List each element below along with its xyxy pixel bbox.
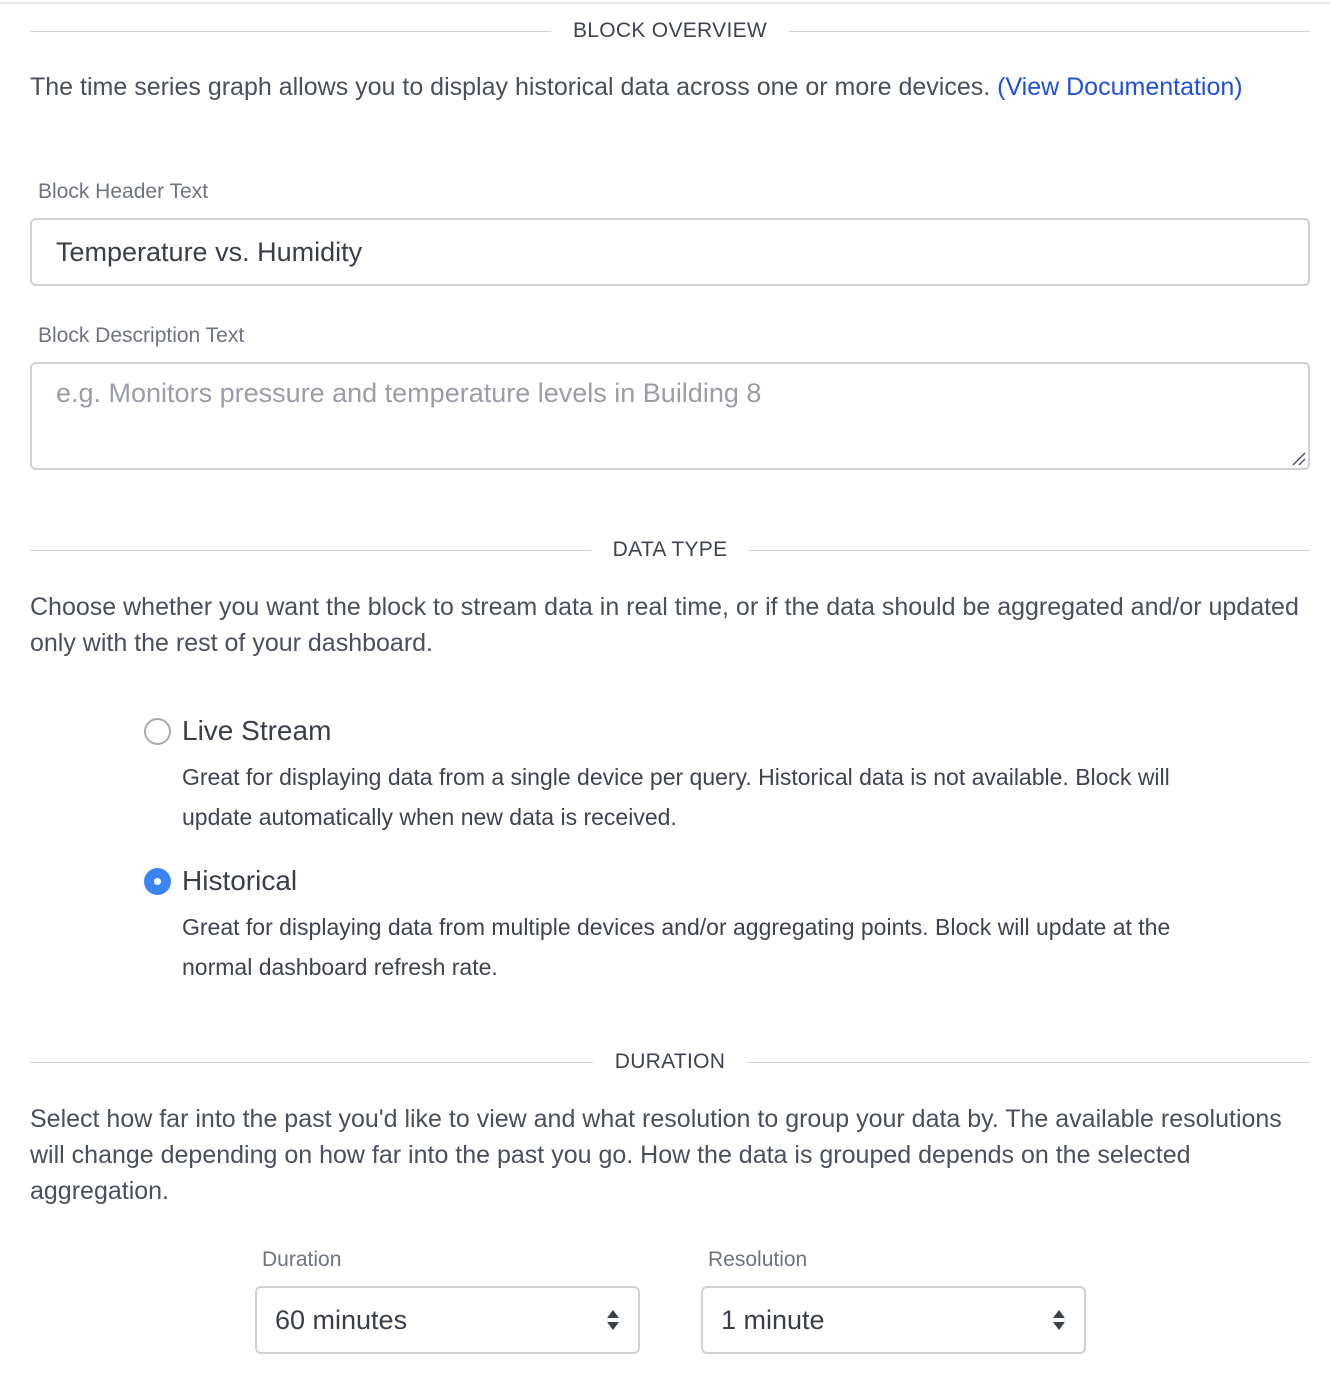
resize-grip-icon[interactable] bbox=[1290, 450, 1306, 466]
radio-historical[interactable] bbox=[144, 868, 171, 895]
duration-selected-value: 60 minutes bbox=[275, 1304, 408, 1335]
select-arrows-icon bbox=[1052, 1306, 1066, 1334]
section-title-overview: BLOCK OVERVIEW bbox=[572, 19, 768, 42]
resolution-select[interactable] bbox=[701, 1286, 1086, 1354]
block-header-input[interactable] bbox=[30, 218, 1310, 286]
section-divider-data-type bbox=[30, 536, 1310, 564]
section-title-duration: DURATION bbox=[614, 1050, 726, 1073]
section-divider-duration bbox=[30, 1048, 1310, 1076]
duration-description: Select how far into the past you'd like to view and what resolution to group your data by. The available resolutions will change depending on how far into the past you go. How the data is grouped depends on the selected aggregation. bbox=[30, 1105, 1282, 1205]
top-border bbox=[0, 2, 1330, 4]
radio-live-stream[interactable] bbox=[144, 718, 171, 745]
radio-description-historical: Great for displaying data from multiple devices and/or aggregating points. Block will update at the normal dashboard refresh rate. bbox=[182, 914, 1171, 980]
radio-option-live-stream[interactable] bbox=[144, 711, 1204, 837]
radio-label-live-stream[interactable]: Live Stream bbox=[182, 715, 332, 746]
data-type-description: Choose whether you want the block to stream data in real time, or if the data should be aggregated and/or updated only with the rest of your dashboard. bbox=[30, 593, 1299, 657]
duration-select[interactable] bbox=[255, 1286, 640, 1354]
block-description-label: Block Description Text bbox=[38, 324, 245, 347]
resolution-label: Resolution bbox=[708, 1248, 808, 1271]
block-description-textarea[interactable] bbox=[30, 362, 1310, 470]
overview-description: The time series graph allows you to display historical data across one or more devices. (View Documentation) bbox=[30, 73, 1243, 101]
resolution-selected-value: 1 minute bbox=[721, 1304, 825, 1335]
radio-label-historical[interactable]: Historical bbox=[182, 865, 298, 896]
select-arrows-icon bbox=[606, 1306, 620, 1334]
radio-option-historical[interactable] bbox=[144, 861, 1204, 987]
radio-description-live-stream: Great for displaying data from a single device per query. Historical data is not available. Block will update automatically when new data is received. bbox=[182, 764, 1170, 830]
view-documentation-link[interactable]: (View Documentation) bbox=[997, 73, 1243, 101]
section-divider-overview bbox=[30, 17, 1310, 45]
block-header-label: Block Header Text bbox=[38, 180, 209, 203]
duration-label: Duration bbox=[262, 1248, 342, 1271]
section-title-data-type: DATA TYPE bbox=[612, 538, 728, 561]
